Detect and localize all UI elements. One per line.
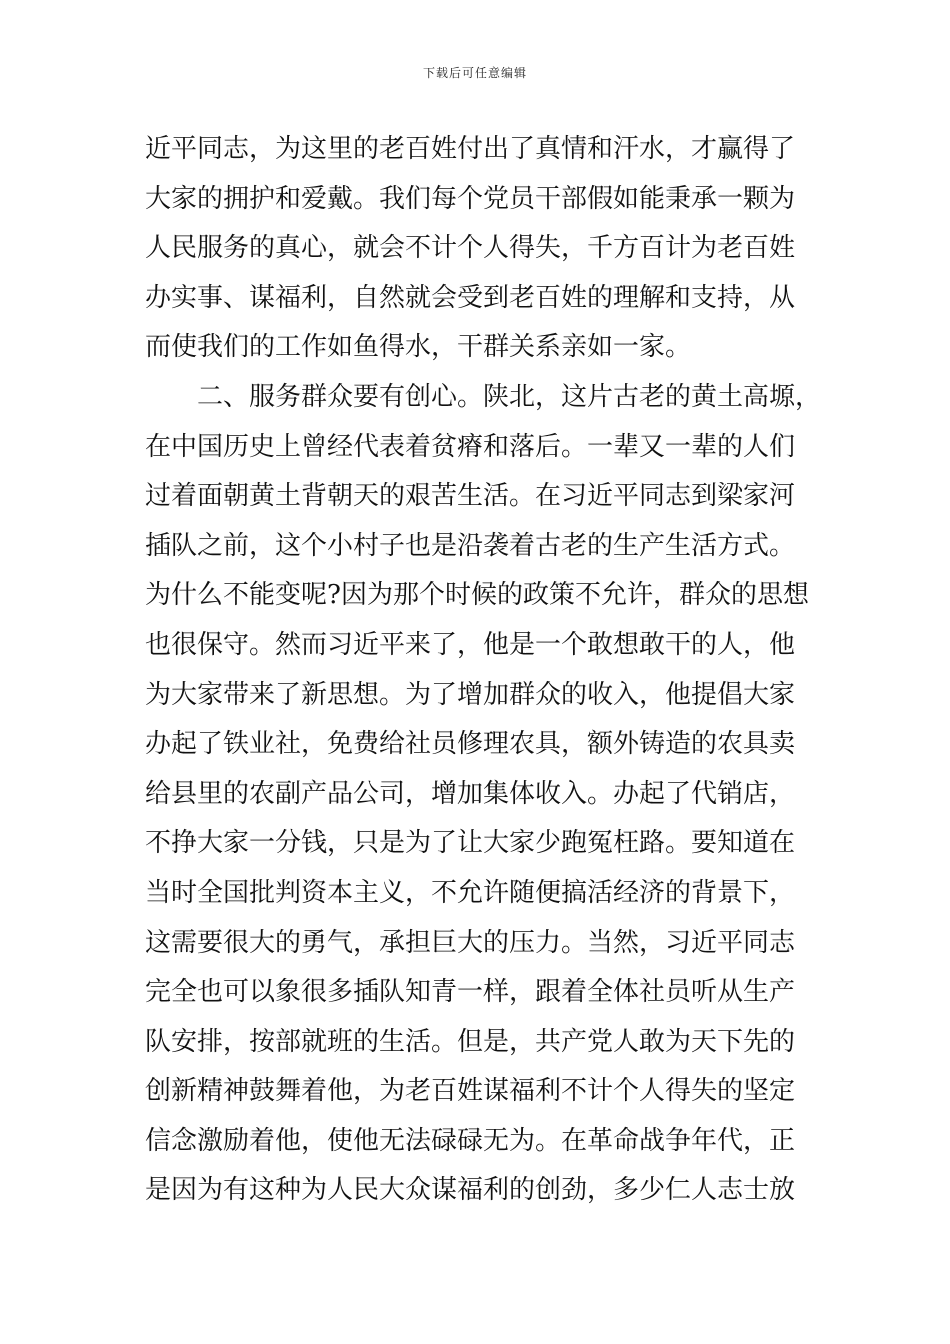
text-line: 办实事、谋福利，自然就会受到老百姓的理解和支持，从 <box>145 282 796 313</box>
text-line: 在中国历史上曾经代表着贫瘠和落后。一辈又一辈的人们 <box>145 431 796 462</box>
text-line: 而使我们的工作如鱼得水，干群关系亲如一家。 <box>145 332 692 363</box>
text-line: 完全也可以象很多插队知青一样，跟着全体社员听从生产 <box>145 977 796 1008</box>
text-line: 这需要很大的勇气，承担巨大的压力。当然，习近平同志 <box>145 927 796 958</box>
header-note: 下载后可任意编辑 <box>422 66 527 80</box>
text-line: 是因为有这种为人民大众谋福利的创劲，多少仁人志士放 <box>145 1175 796 1206</box>
text-line: 为什么不能变呢?因为那个时候的政策不允许，群众的思想 <box>145 580 809 611</box>
text-line: 不挣大家一分钱，只是为了让大家少跑冤枉路。要知道在 <box>145 828 796 859</box>
text-line: 过着面朝黄土背朝天的艰苦生活。在习近平同志到梁家河 <box>145 481 796 512</box>
text-line: 队安排，按部就班的生活。但是，共产党人敢为天下先的 <box>145 1026 796 1057</box>
text-line: 近平同志，为这里的老百姓付出了真情和汗水，才赢得了 <box>145 134 796 164</box>
text-line: 插队之前，这个小村子也是沿袭着古老的生产生活方式。 <box>145 530 796 561</box>
text-line: 二、服务群众要有创心。陕北，这片古老的黄土高塬， <box>145 381 822 412</box>
text-line: 大家的拥护和爱戴。我们每个党员干部假如能秉承一颗为 <box>145 183 796 214</box>
text-line: 办起了铁业社，免费给社员修理农具，额外铸造的农具卖 <box>145 729 796 760</box>
text-line: 人民服务的真心，就会不计个人得失，千方百计为老百姓 <box>145 233 796 264</box>
text-line: 也很保守。然而习近平来了，他是一个敢想敢干的人，他 <box>145 629 796 660</box>
text-line: 给县里的农副产品公司，增加集体收入。办起了代销店， <box>145 778 796 809</box>
text-line: 创新精神鼓舞着他，为老百姓谋福利不计个人得失的坚定 <box>145 1076 796 1107</box>
text-line: 当时全国批判资本主义，不允许随便搞活经济的背景下， <box>145 877 796 908</box>
text-line: 信念激励着他，使他无法碌碌无为。在革命战争年代，正 <box>145 1125 796 1156</box>
body-text <box>145 125 822 1216</box>
text-line: 为大家带来了新思想。为了增加群众的收入，他提倡大家 <box>145 679 796 710</box>
